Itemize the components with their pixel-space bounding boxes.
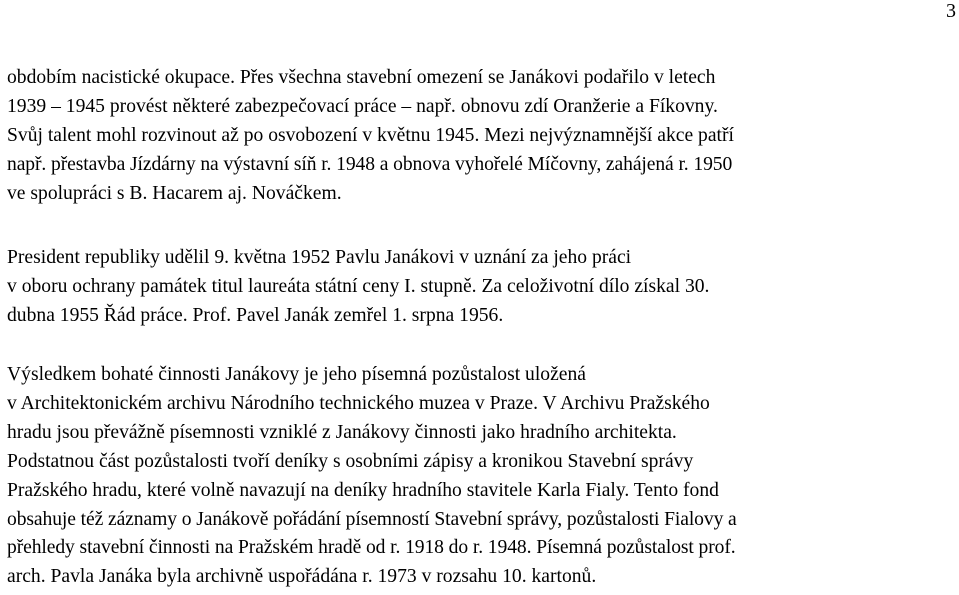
- text-line: obdobím nacistické okupace. Přes všechna stavební omezení se Janákovi podařilo v letech: [7, 67, 716, 88]
- text-line: v oboru ochrany památek titul laureáta státní ceny I. stupně. Za celoživotní dílo získal 30.: [7, 275, 710, 297]
- text-line: Výsledkem bohaté činnosti Janákovy je jeho písemná pozůstalost uložená: [7, 364, 586, 385]
- paragraph-written-estate: [7, 361, 955, 592]
- text-line: přehledy stavební činnosti na Pražském hradě od r. 1918 do r. 1948. Písemná pozůstalost prof.: [7, 537, 736, 559]
- text-line: dubna 1955 Řád práce. Prof. Pavel Janák zemřel 1. srpna 1956.: [7, 304, 504, 326]
- text-line: 1939 – 1945 provést některé zabezpečovací práce – např. obnovu zdí Oranžerie a Fíkovny.: [7, 95, 718, 117]
- text-line: hradu jsou převážně písemnosti vzniklé z Janákovy činnosti jako hradního architekta.: [7, 421, 677, 443]
- text-line: President republiky udělil 9. května 1952 Pavlu Janákovi v uznání za jeho práci: [7, 247, 632, 268]
- text-line: Pražského hradu, které volně navazují na deníky hradního stavitele Karla Fialy. Tento fond: [7, 479, 719, 501]
- text-line: arch. Pavla Janáka byla archivně uspořádána r. 1973 v rozsahu 10. kartonů.: [7, 566, 597, 588]
- text-line: Svůj talent mohl rozvinout až po osvobození v květnu 1945. Mezi nejvýznamnější akce patří: [7, 124, 734, 146]
- page-number: 3: [946, 0, 956, 22]
- paragraph-occupation-and-postwar: [7, 64, 955, 209]
- paragraph-state-prize: [7, 244, 955, 331]
- text-line: Podstatnou část pozůstalosti tvoří deníky s osobními zápisy a kronikou Stavební správy: [7, 450, 694, 472]
- text-line: ve spolupráci s B. Hacarem aj. Nováčkem.: [7, 182, 342, 204]
- text-line: např. přestavba Jízdárny na výstavní síň r. 1948 a obnova vyhořelé Míčovny, zahájená r. 1950: [7, 153, 733, 175]
- text-line: obsahuje též záznamy o Janákově pořádání písemností Stavební správy, pozůstalosti Fialovy a: [7, 508, 737, 530]
- text-line: v Architektonickém archivu Národního technického muzea v Praze. V Archivu Pražského: [7, 392, 710, 414]
